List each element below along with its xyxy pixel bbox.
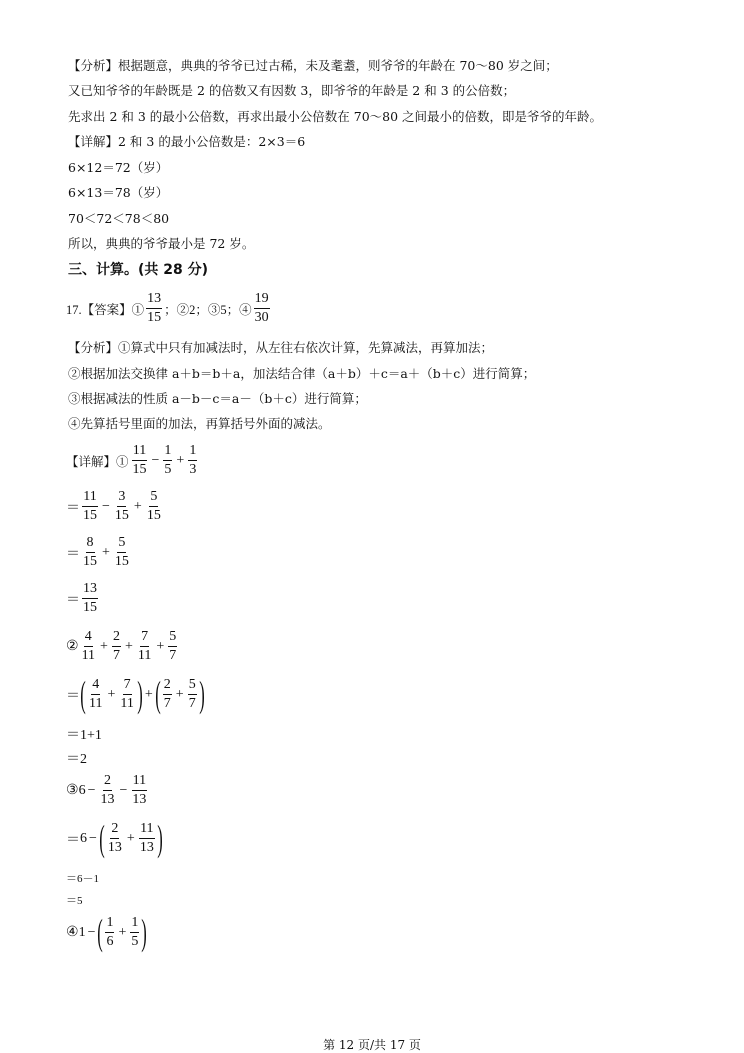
plus-sign: + bbox=[144, 686, 153, 702]
fraction bbox=[188, 678, 197, 711]
numerator: 1 bbox=[105, 916, 114, 933]
step-text: ＝1+1 bbox=[66, 728, 102, 743]
equals-sign: ＝ bbox=[66, 688, 80, 704]
numerator: 2 bbox=[110, 822, 119, 839]
expr-2 bbox=[66, 490, 164, 523]
denominator: 3 bbox=[189, 462, 197, 477]
fraction bbox=[114, 536, 130, 569]
denominator: 15 bbox=[83, 508, 97, 523]
numerator: 2 bbox=[112, 630, 121, 647]
left-paren: ( bbox=[155, 673, 161, 715]
numerator: 19 bbox=[254, 292, 270, 309]
numerator: 13 bbox=[146, 292, 162, 309]
denominator: 6 bbox=[106, 934, 114, 949]
denominator: 15 bbox=[83, 554, 97, 569]
fraction bbox=[99, 774, 115, 807]
fraction bbox=[130, 916, 139, 949]
equals-sign: ＝ bbox=[66, 546, 80, 562]
minus-sign: − bbox=[87, 782, 96, 798]
expr-8 bbox=[66, 748, 87, 768]
fraction bbox=[82, 490, 98, 523]
right-paren: ) bbox=[141, 911, 148, 953]
numerator: 2 bbox=[103, 774, 112, 791]
left-paren: ( bbox=[99, 817, 105, 859]
denominator: 11 bbox=[120, 696, 134, 711]
numerator: 1 bbox=[188, 444, 197, 461]
circled-4: ④ bbox=[66, 925, 79, 940]
denominator: 5 bbox=[131, 934, 139, 949]
numerator: 11 bbox=[132, 444, 147, 461]
denominator: 15 bbox=[146, 508, 161, 523]
numerator: 5 bbox=[117, 536, 126, 553]
section-heading: 三、计算。(共 28 分) bbox=[68, 262, 209, 278]
plus-sign: + bbox=[175, 686, 184, 702]
numerator: 2 bbox=[163, 678, 172, 695]
denominator: 7 bbox=[112, 648, 120, 663]
answer-line bbox=[66, 292, 272, 325]
right-paren: ) bbox=[137, 673, 143, 715]
expr-6 bbox=[66, 673, 205, 715]
fraction bbox=[132, 444, 148, 477]
fraction bbox=[137, 630, 152, 663]
fraction bbox=[82, 582, 98, 615]
fraction bbox=[139, 822, 155, 855]
fraction bbox=[254, 292, 270, 325]
numerator: 1 bbox=[130, 916, 139, 933]
expr-3 bbox=[66, 536, 132, 569]
fraction bbox=[82, 536, 98, 569]
denominator: 13 bbox=[132, 792, 147, 807]
left-paren: ( bbox=[97, 911, 104, 953]
right-paren: ) bbox=[198, 673, 205, 715]
numerator: 11 bbox=[132, 774, 147, 791]
detail-label: 【详解】① bbox=[66, 454, 129, 469]
fraction bbox=[88, 678, 103, 711]
right-paren: ) bbox=[157, 817, 163, 859]
page-footer: 第 12 页/共 17 页 bbox=[323, 1038, 421, 1052]
expr-7 bbox=[66, 724, 102, 744]
denominator: 7 bbox=[188, 696, 196, 711]
plus-sign: + bbox=[107, 686, 116, 702]
numerator: 4 bbox=[91, 678, 100, 695]
denominator: 15 bbox=[147, 310, 162, 325]
denominator: 7 bbox=[169, 648, 177, 663]
fraction bbox=[188, 444, 197, 477]
fraction bbox=[119, 678, 134, 711]
expr-9 bbox=[66, 774, 149, 807]
answer-prefix: 17.【答案】① bbox=[66, 302, 145, 317]
left-paren: ( bbox=[80, 673, 86, 715]
expr-4 bbox=[66, 582, 100, 615]
circled-3: ③ bbox=[66, 783, 79, 798]
expr-10 bbox=[66, 817, 163, 859]
expr-5 bbox=[66, 630, 179, 663]
plus-sign: + bbox=[100, 638, 108, 654]
minus-sign: − bbox=[151, 452, 160, 468]
fraction bbox=[81, 630, 96, 663]
denominator: 13 bbox=[100, 792, 115, 807]
step-text: ＝2 bbox=[66, 752, 87, 767]
expr-12 bbox=[66, 892, 83, 908]
fraction bbox=[146, 292, 162, 325]
plus-sign: + bbox=[126, 830, 135, 846]
fraction bbox=[146, 490, 162, 523]
equals-sign: ＝ bbox=[66, 832, 80, 848]
fraction bbox=[112, 630, 121, 663]
denominator: 15 bbox=[114, 508, 129, 523]
analysis2-line-3: ④先算括号里面的加法，再算括号外面的减法。 bbox=[68, 416, 331, 431]
plus-sign: + bbox=[102, 544, 110, 560]
minus-sign: − bbox=[87, 924, 96, 940]
numerator: 8 bbox=[86, 536, 95, 553]
denominator: 13 bbox=[139, 840, 154, 855]
detail-line-3: 6×13＝78（岁） bbox=[68, 185, 169, 200]
numerator: 13 bbox=[82, 582, 98, 599]
numerator: 5 bbox=[188, 678, 197, 695]
answer-middle: ；②2；③5；④ bbox=[164, 302, 252, 317]
numerator: 5 bbox=[168, 630, 177, 647]
equals-sign: ＝ bbox=[66, 592, 80, 608]
minus-sign: − bbox=[89, 830, 97, 846]
analysis2-line-0: 【分析】①算式中只有加减法时，从左往右依次计算，先算减法，再算加法； bbox=[68, 340, 494, 355]
denominator: 7 bbox=[163, 696, 171, 711]
denominator: 11 bbox=[137, 648, 152, 663]
detail-line-5: 所以，典典的爷爷最小是 72 岁。 bbox=[68, 236, 255, 251]
fraction bbox=[163, 444, 172, 477]
analysis2-line-1: ②根据加法交换律 a＋b＝b＋a，加法结合律（a＋b）＋c＝a＋（b＋c）进行简算； bbox=[68, 366, 536, 381]
numerator: 5 bbox=[149, 490, 158, 507]
fraction bbox=[168, 630, 177, 663]
circled-2: ② bbox=[66, 639, 79, 654]
denominator: 11 bbox=[89, 696, 103, 711]
plus-sign: + bbox=[133, 498, 142, 514]
detail-line-1: 【详解】2 和 3 的最小公倍数是：2×3＝6 bbox=[68, 134, 306, 149]
denominator: 13 bbox=[107, 840, 122, 855]
numerator: 3 bbox=[117, 490, 126, 507]
denominator: 15 bbox=[114, 554, 129, 569]
equals-sign: ＝ bbox=[66, 500, 80, 516]
analysis-line-3: 先求出 2 和 3 的最小公倍数，再求出最小公倍数在 70～80 之间最小的倍数，即是爷爷的年龄。 bbox=[68, 109, 603, 124]
minus-sign: − bbox=[102, 498, 110, 514]
denominator: 15 bbox=[132, 462, 147, 477]
step-text: ＝6－1 bbox=[66, 873, 99, 885]
analysis-line-2: 又已知爷爷的年龄既是 2 的倍数又有因数 3，即爷爷的年龄是 2 和 3 的公倍数； bbox=[68, 83, 516, 98]
denominator: 30 bbox=[254, 310, 269, 325]
expr-11 bbox=[66, 870, 99, 886]
analysis-line-1: 【分析】根据题意，典典的爷爷已过古稀，未及耄耋，则爷爷的年龄在 70～80 岁之间； bbox=[68, 58, 558, 73]
fraction bbox=[163, 678, 172, 711]
detail-line-2: 6×12＝72（岁） bbox=[68, 160, 169, 175]
fraction bbox=[107, 822, 123, 855]
numerator: 4 bbox=[84, 630, 93, 647]
plus-sign: + bbox=[118, 924, 127, 940]
numerator: 11 bbox=[82, 490, 97, 507]
fraction bbox=[114, 490, 130, 523]
denominator: 5 bbox=[164, 462, 172, 477]
numerator: 7 bbox=[140, 630, 149, 647]
expr-13 bbox=[66, 911, 148, 953]
denominator: 11 bbox=[81, 648, 96, 663]
plus-sign: + bbox=[124, 638, 133, 654]
whole-number: 1 bbox=[78, 924, 86, 940]
whole-number: 6 bbox=[78, 782, 86, 798]
fraction bbox=[131, 774, 147, 807]
detail-line-4: 70＜72＜78＜80 bbox=[68, 211, 170, 226]
fraction bbox=[105, 916, 114, 949]
minus-sign: − bbox=[119, 782, 128, 798]
analysis2-line-2: ③根据减法的性质 a－b－c＝a－（b＋c）进行简算； bbox=[68, 391, 367, 406]
plus-sign: + bbox=[156, 638, 165, 654]
expr-1 bbox=[66, 444, 199, 477]
step-text: ＝5 bbox=[66, 895, 83, 907]
whole-number: 6 bbox=[80, 830, 87, 846]
numerator: 7 bbox=[123, 678, 132, 695]
numerator: 11 bbox=[139, 822, 154, 839]
denominator: 15 bbox=[83, 600, 97, 615]
numerator: 1 bbox=[163, 444, 172, 461]
plus-sign: + bbox=[176, 452, 185, 468]
